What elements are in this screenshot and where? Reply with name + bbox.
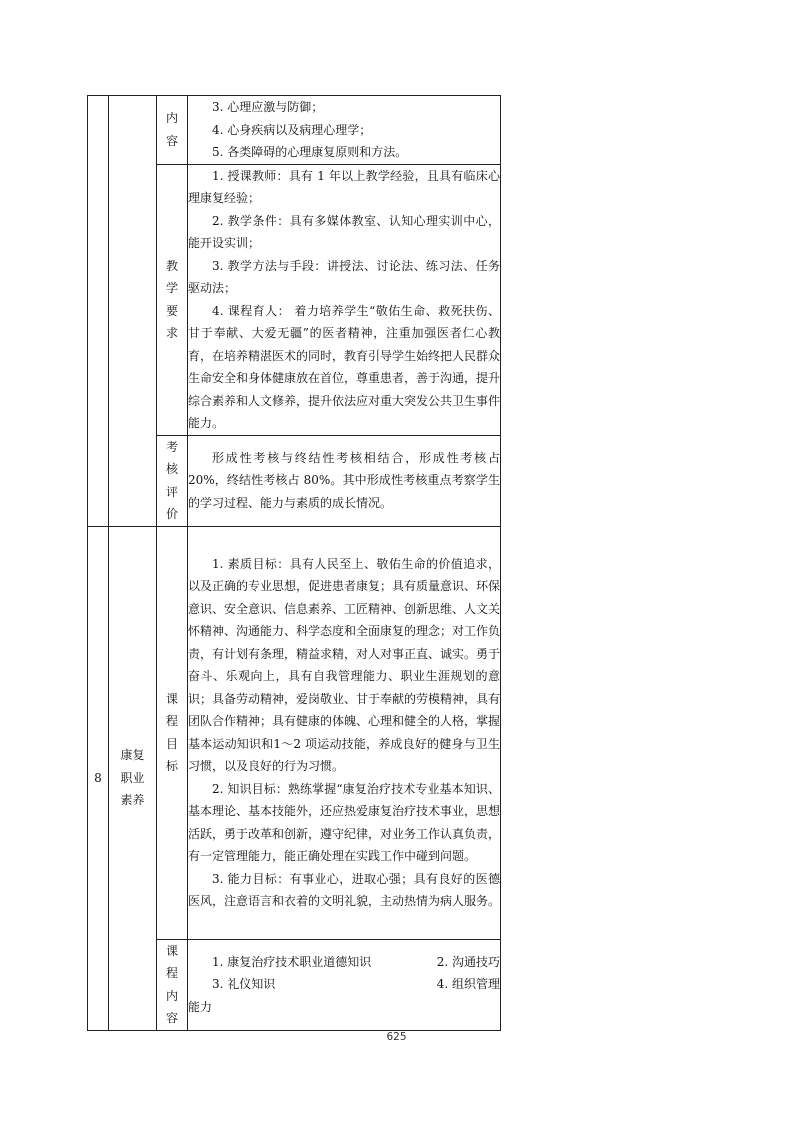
teaching-requirements-label: 教 学 要 求 bbox=[157, 164, 188, 435]
content-label: 内 容 bbox=[157, 96, 188, 165]
paragraph: 3. 教学方法与手段：讲授法、讨论法、练习法、任务驱动法； bbox=[188, 258, 500, 295]
empty-category-cell bbox=[109, 96, 157, 527]
course-goal-label: 课 程 目 标 bbox=[157, 526, 188, 939]
content-line: 5. 各类障碍的心理康复原则和方法。 bbox=[212, 145, 408, 159]
content-cell bbox=[188, 96, 501, 165]
course-content-label: 课 程 内 容 bbox=[157, 939, 188, 1030]
paragraph: 1. 素质目标：具有人民至上、敬佑生命的价值追求，以及正确的专业思想，促进患者康复；具有质量意识、环保意识、安全意识、信息素养、工匠精神、创新思维、人文关怀精神、沟通能力、科学态度和全面康复的理念；对工作负责，有计划有条理，精益求精，对人对事正直、诚实。勇于奋斗、乐观向上，具有自我管理能力、职业生涯规划的意识；具备劳动精神，爱岗敬业、甘于奉献的劳模精神，具有团队合作精神；具有健康的体魄、心理和健全的人格，掌握基本运动知识和1～2 项运动技能，养成良好的健身与卫生习惯，以及良好的行为习惯。 bbox=[188, 556, 501, 773]
content-item: 2. 沟通技巧 bbox=[436, 954, 500, 969]
assessment-cell bbox=[188, 435, 501, 526]
course-goal-cell bbox=[188, 526, 501, 939]
paragraph: 形成性考核与终结性考核相结合，形成性考核占 20%，终结性考核占 80%。其中形成性考核重点考察学生的学习过程、能力与素质的成长情况。 bbox=[188, 450, 500, 510]
content-items-line-1 bbox=[188, 951, 500, 974]
content-line: 4. 心身疾病以及病理心理学； bbox=[212, 122, 372, 137]
paragraph: 2. 教学条件：具有多媒体教室、认知心理实训中心，能开设实训； bbox=[188, 213, 500, 250]
course-content-cell bbox=[188, 939, 501, 1030]
assessment-label: 考 核 评 价 bbox=[157, 435, 188, 526]
content-item: 4. 组织管理 bbox=[436, 977, 500, 992]
page-number: 625 bbox=[386, 1031, 407, 1043]
curriculum-table bbox=[87, 95, 501, 1031]
content-item: 3. 礼仪知识 bbox=[212, 977, 276, 992]
empty-index-cell bbox=[88, 96, 109, 527]
row-index: 8 bbox=[88, 526, 109, 1030]
content-items-line-2 bbox=[188, 973, 500, 996]
content-line: 3. 心理应激与防御； bbox=[212, 100, 324, 114]
table-row bbox=[88, 526, 501, 939]
paragraph: 2. 知识目标：熟练掌握“康复治疗技术专业基本知识、基本理论、基本技能外，还应热爱康复治疗技术事业，思想活跃，勇于改革和创新，遵守纪律，对业务工作认真负责，有一定管理能力，能正确处理在实践工作中碰到问题。 bbox=[188, 781, 501, 863]
content-item-continuation: 能力 bbox=[188, 999, 213, 1014]
paragraph: 4. 课程育人： 着力培养学生“敬佑生命、救死扶伤、甘于奉献、大爱无疆”的医者精神，注重加强医者仁心教育，在培养精湛医术的同时，教育引导学生始终把人民群众生命安全和身体健康放在首位，尊重患者，善于沟通，提升综合素养和人文修养，提升依法应对重大突发公共卫生事件能力。 bbox=[188, 303, 501, 430]
paragraph: 3. 能力目标：有事业心，进取心强；具有良好的医德医风，注意语言和衣着的文明礼貌，主动热情为病人服务。 bbox=[188, 871, 501, 908]
content-item: 1. 康复治疗技术职业道德知识 bbox=[212, 954, 372, 969]
paragraph: 1. 授课教师：具有 1 年以上教学经验，且具有临床心理康复经验； bbox=[188, 168, 500, 205]
category-cell: 康复 职业 素养 bbox=[109, 526, 157, 1030]
table-row bbox=[88, 96, 501, 165]
teaching-requirements-cell bbox=[188, 164, 501, 435]
